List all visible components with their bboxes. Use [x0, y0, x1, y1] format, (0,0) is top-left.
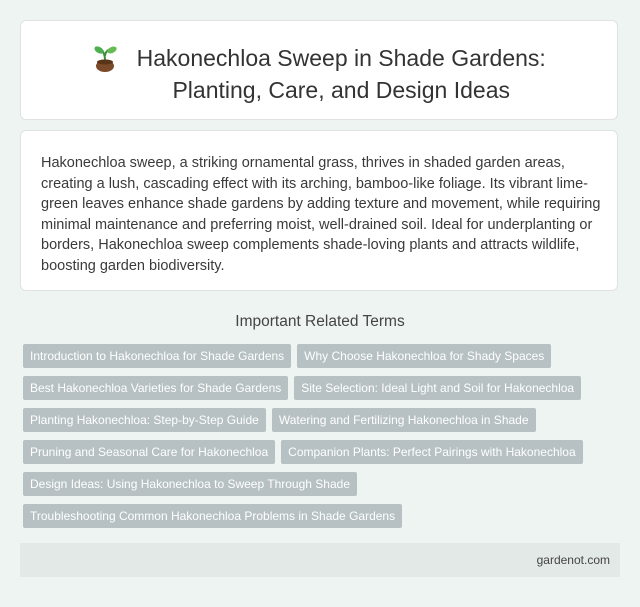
footer — [20, 543, 620, 577]
term-row — [23, 440, 623, 472]
term-row — [23, 504, 623, 536]
description-card — [20, 130, 618, 291]
footer-site-link[interactable]: gardenot.com — [536, 553, 610, 567]
title-line-1: Hakonechloa Sweep in Shade Gardens: — [136, 45, 546, 71]
term-row — [23, 408, 623, 440]
description-text: Hakonechloa sweep, a striking ornamental grass, thrives in shaded garden areas, creating a lush, cascading effect with its arching, bamboo-like foliage. Its vibrant lime-green leaves enhance shade gardens by adding texture and movement, while requiring minimal maintenance and preferring moist, well-drained soil. Ideal for underplanting or borders, Hakonechloa sweep complements shade-loving plants and attracts wildlife, boosting garden biodiversity. — [41, 155, 601, 274]
term-tag[interactable]: Design Ideas: Using Hakonechloa to Sweep Through Shade — [23, 472, 357, 496]
page-title — [137, 42, 546, 106]
title-row — [21, 42, 617, 106]
term-tag[interactable]: Why Choose Hakonechloa for Shady Spaces — [297, 344, 551, 368]
title-card — [20, 20, 618, 120]
term-tag[interactable]: Best Hakonechloa Varieties for Shade Gardens — [23, 376, 288, 400]
seedling-icon — [92, 44, 118, 72]
related-terms-list — [23, 344, 623, 536]
term-tag[interactable]: Site Selection: Ideal Light and Soil for Hakonechloa — [294, 376, 581, 400]
term-tag[interactable]: Watering and Fertilizing Hakonechloa in Shade — [272, 408, 536, 432]
related-terms-heading: Important Related Terms — [235, 313, 405, 330]
term-tag[interactable]: Troubleshooting Common Hakonechloa Problems in Shade Gardens — [23, 504, 402, 528]
term-tag[interactable]: Introduction to Hakonechloa for Shade Gardens — [23, 344, 291, 368]
term-tag[interactable]: Planting Hakonechloa: Step-by-Step Guide — [23, 408, 266, 432]
term-row — [23, 472, 623, 504]
term-tag[interactable]: Companion Plants: Perfect Pairings with Hakonechloa — [281, 440, 582, 464]
title-line-2: Planting, Care, and Design Ideas — [172, 77, 510, 103]
term-tag[interactable]: Pruning and Seasonal Care for Hakonechloa — [23, 440, 275, 464]
term-row — [23, 344, 623, 376]
term-row — [23, 376, 623, 408]
